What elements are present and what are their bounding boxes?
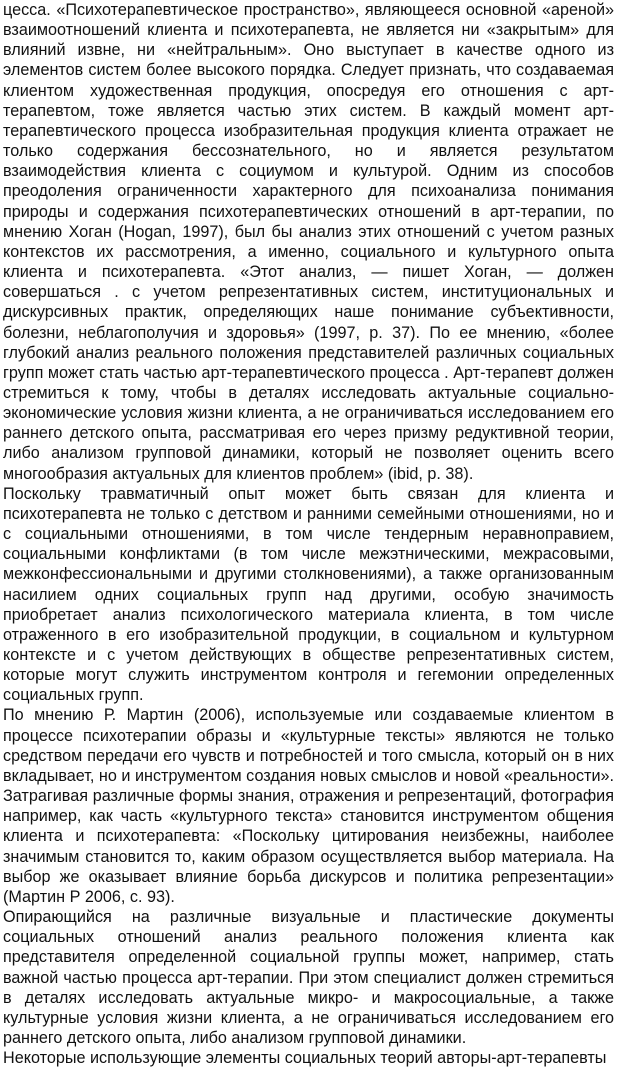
paragraph-social-theories: Некоторые использующие элементы социальных теорий авторы-арт-терапевты [3,1049,607,1068]
paragraph-social-analysis: Опирающийся на различные визуальные и пластические документы социальных отношений анализ реального положения клиента как представителя определенной социальной группы может, например, стать важной частью процесса арт-терапии. При этом специалист должен стремиться в деталях исследовать актуальные микро- и макросоциальные, а также культурные условия жизни клиента, а не ограничиваться исследованием его раннего детского опыта, либо анализом групповой динамики. [3,908,614,1047]
paragraph-trauma-social: Поскольку травматичный опыт может быть связан для клиента и психотерапевта не только с детством и ранними семейными отношениями, но и с социальными отношениями, в том числе тендерным неравноправием, социальными конфликтами (в том числе межэтническими, межрасовыми, межконфессиональными и другими столкновениями), а также организованным насилием одних социальных групп над другими, особую значимость приобретает анализ психологического материала клиента, в том числе отраженного в его изобразительной продукции, в социальном и культурном контексте и с учетом действующих в обществе репрезентативных систем, которые могут служить инструментом контроля и гегемонии определенных социальных групп. [3,484,614,705]
paragraph-hogan-context: цесса. «Психотерапевтическое пространство», являющееся основной «ареной» взаимоотношений клиента и психотерапевта, не является ни «закрытым» для влияний извне, ни «нейтральным». Оно выступает в качестве одного из элементов систем более высокого порядка. Следует признать, что создаваемая клиентом художественная продукция, опосредуя его отношения с арт-терапевтом, тоже является частью этих систем. В каждый момент арт-терапевтического процесса изобразительная продукция клиента отражает не только содержания бессознательного, но и является результатом взаимодействия клиента с социумом и культурой. Одним из способов преодоления ограниченности характерного для психоанализа понимания природы и содержания психотерапевтических отношений в арт-терапии, по мнению Хоган (Hogan, 1997), был бы анализ этих отношений с учетом разных контекстов их рассмотрения, а именно, социального и культурного опыта клиента и психотерапевта. «Этот анализ, — пишет Хоган, — должен совершаться . с учетом репрезентативных систем, институциональных и дискурсивных практик, определяющих наше понимание субъективности, болезни, неблагополучия и здоровья» (1997, p. 37). По ее мнению, «более глубокий анализ реального положения представителей различных социальных групп может стать частью арт-терапевтического процесса . Арт-терапевт должен стремиться к тому, чтобы в деталях исследовать актуальные социально-экономические условия жизни клиента, а не ограничиваться исследованием его раннего детского опыта, рассматривая его через призму редуктивной теории, либо анализом групповой динамики, который не позволяет оценить всего многообразия актуальных для клиентов проблем» (ibid, p. 38). [3,1,614,483]
paragraph-martin-images: По мнению Р. Мартин (2006), используемые или создаваемые клиентом в процессе психотерапии образы и «культурные тексты» являются не только средством передачи его чувств и потребностей и того смысла, который он в них вкладывает, но и инструментом создания новых смыслов и новой «реальности». Затрагивая различные формы знания, отражения и репрезентаций, фотография например, как часть «культурного текста» становится инструментом общения клиента и психотерапевта: «Поскольку цитирования неизбежны, наиболее значимым становится то, каким образом осуществляется выбор материала. На выбор же оказывает влияние борьба дискурсов и политика репрезентации» (Мартин Р 2006, с. 93). [3,706,614,906]
